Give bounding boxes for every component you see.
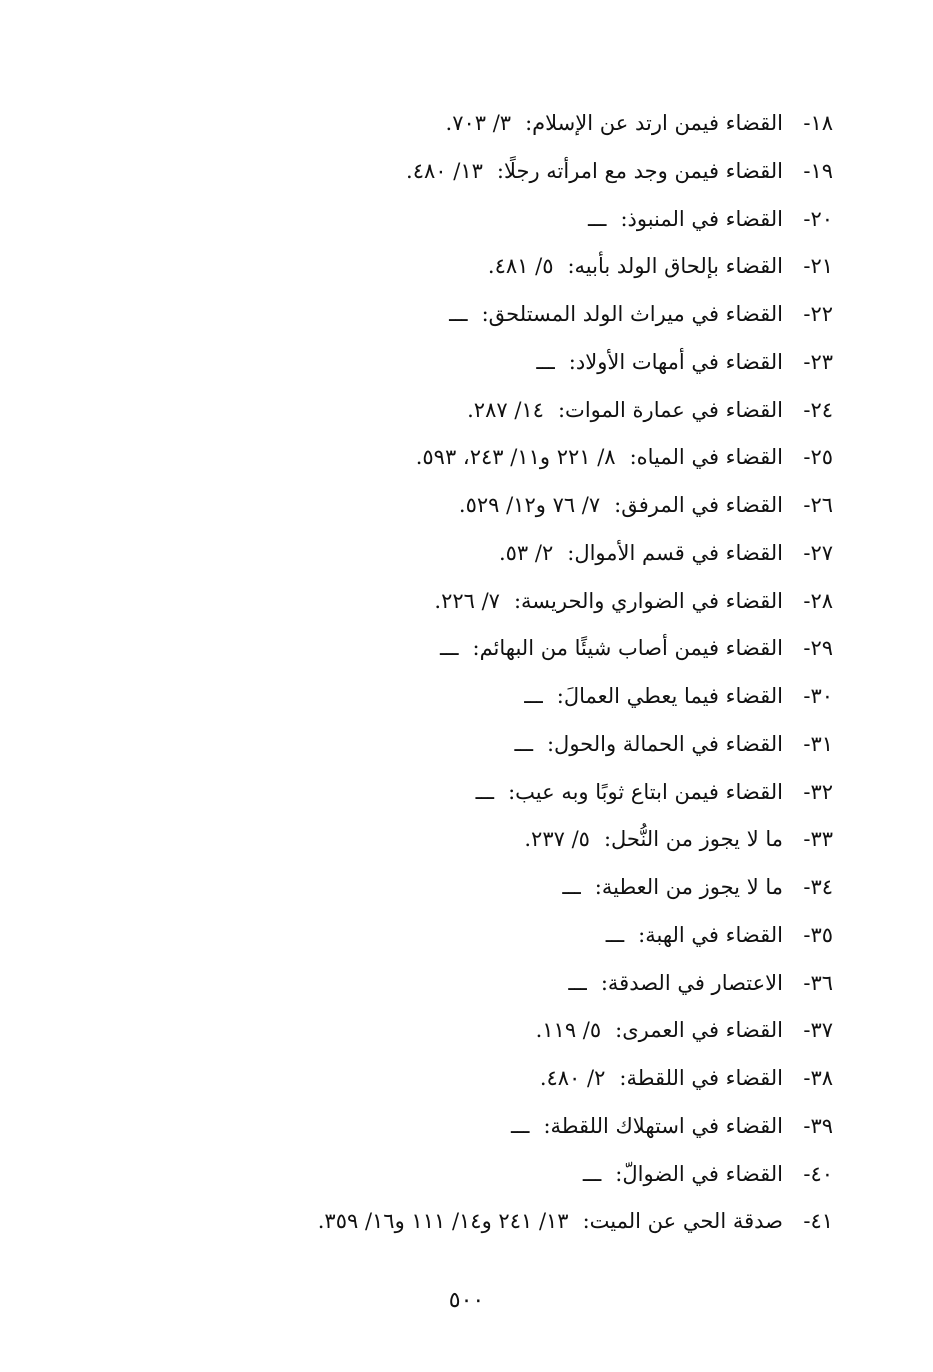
list-item: [53, 673, 833, 721]
entry-title: ما لا يجوز من العطية:: [594, 875, 783, 899]
entry-reference: ٧/ ٢٢٦.: [434, 588, 500, 613]
entry-reference: ـــ: [536, 349, 555, 374]
entry-reference: ـــ: [582, 1161, 602, 1186]
entry-number: ٢٨-: [803, 588, 833, 613]
entry-title: القضاء فيمن ارتد عن الإسلام:: [525, 111, 783, 135]
entry-reference: ـــ: [605, 922, 625, 947]
entry-number: ٢١-: [803, 254, 833, 279]
page-number: ٥٠٠: [448, 1288, 485, 1313]
entry-number: ٣٠-: [803, 684, 833, 708]
list-item: [53, 387, 833, 435]
entry-reference: ٢/ ٤٨٠.: [539, 1066, 606, 1090]
entry-number: ٢٢-: [803, 302, 833, 326]
list-item: [53, 1055, 833, 1103]
list-item: [53, 912, 833, 960]
entry-reference: ٥/ ٤٨١.: [487, 254, 554, 279]
entry-number: ٤٠-: [803, 1161, 833, 1186]
list-item: [53, 100, 833, 148]
entry-reference: ٧/ ٧٦ و١٢/ ٥٢٩.: [458, 493, 601, 517]
list-item: [53, 1007, 833, 1055]
entry-title: القضاء في استهلاك اللقطة:: [543, 1113, 783, 1138]
entry-title: القضاء في المرفق:: [614, 493, 783, 517]
list-item: [53, 530, 833, 578]
entry-reference: ـــ: [587, 206, 607, 231]
entry-title: القضاء في المنبوذ:: [620, 206, 783, 231]
entry-reference: ـــ: [514, 731, 533, 756]
list-item: [53, 196, 833, 244]
entry-title: القضاء في ميراث الولد المستلحق:: [481, 302, 783, 326]
list-item: [53, 1198, 833, 1246]
list-item: [53, 482, 833, 530]
entry-title: القضاء في عمارة الموات:: [557, 397, 783, 422]
entry-number: ٣٤-: [803, 875, 833, 899]
list-item: [53, 960, 833, 1008]
entry-reference: ـــ: [440, 636, 459, 661]
entry-reference: ١٣/ ٤٨٠.: [406, 158, 483, 183]
entry-number: ٤١-: [803, 1209, 833, 1234]
entry-number: ٢٦-: [803, 493, 833, 517]
entry-reference: ـــ: [449, 302, 468, 326]
list-item: [53, 434, 833, 482]
list-item: [53, 148, 833, 196]
list-item: [53, 721, 833, 769]
entry-title: القضاء في العمرى:: [615, 1018, 783, 1043]
entry-number: ٢٤-: [803, 397, 833, 422]
entry-title: القضاء في اللقطة:: [619, 1066, 783, 1090]
entry-reference: ٨/ ٢٢١ و١١/ ٢٤٣، ٥٩٣.: [415, 445, 616, 470]
entry-reference: ـــ: [568, 970, 587, 995]
entry-number: ٣٣-: [803, 827, 833, 852]
list-item: [53, 243, 833, 291]
entries-list: [53, 100, 833, 1246]
entry-number: ٣١-: [803, 731, 833, 756]
entry-number: ٣٥-: [803, 922, 833, 947]
list-item: [53, 625, 833, 673]
entry-number: ١٩-: [803, 158, 833, 183]
entry-reference: ٥/ ١١٩.: [535, 1018, 602, 1043]
list-item: [53, 578, 833, 626]
entry-reference: ـــ: [562, 875, 581, 899]
entry-number: ٢٥-: [803, 445, 833, 470]
entry-reference: ـــ: [524, 684, 543, 708]
entry-number: ٢٠-: [803, 206, 833, 231]
entry-title: صدقة الحي عن الميت:: [582, 1209, 783, 1234]
entry-reference: ـــ: [510, 1113, 530, 1138]
entry-number: ٢٣-: [803, 349, 833, 374]
list-item: [53, 339, 833, 387]
entry-title: القضاء فيمن أصاب شيئًا من البهائم:: [472, 636, 783, 661]
entry-title: القضاء فيمن ابتاع ثوبًا وبه عيب:: [508, 779, 783, 804]
entry-number: ٣٩-: [803, 1113, 833, 1138]
entry-title: القضاء في الضواري والحريسة:: [513, 588, 783, 613]
entry-title: القضاء في المياه:: [629, 445, 783, 470]
list-item: [53, 1103, 833, 1151]
entry-title: الاعتصار في الصدقة:: [600, 970, 783, 995]
entry-title: القضاء بإلحاق الولد بأبيه:: [567, 254, 783, 279]
entry-number: ٣٧-: [803, 1018, 833, 1043]
entry-number: ٣٦-: [803, 970, 833, 995]
entry-title: القضاء في قسم الأموال:: [567, 540, 783, 565]
list-item: [53, 864, 833, 912]
entry-reference: ٥/ ٢٣٧.: [524, 827, 590, 852]
entry-title: القضاء في الهبة:: [638, 922, 783, 947]
entry-reference: ٢/ ٥٣.: [498, 540, 554, 565]
entry-title: ما لا يجوز من النُّحل:: [603, 827, 783, 852]
entry-title: القضاء فيمن وجد مع امرأته رجلًا:: [496, 158, 783, 183]
entry-number: ٢٧-: [803, 540, 833, 565]
entry-reference: ٣/ ٧٠٣.: [445, 111, 512, 135]
entry-reference: ١٤/ ٢٨٧.: [467, 397, 544, 422]
entry-title: القضاء في أمهات الأولاد:: [568, 349, 783, 374]
entry-reference: ـــ: [475, 779, 495, 804]
list-item: [53, 1151, 833, 1199]
entry-number: ٢٩-: [803, 636, 833, 661]
list-item: [53, 291, 833, 339]
entry-reference: ١٣/ ٢٤١ و١٤/ ١١١ و١٦/ ٣٥٩.: [317, 1209, 569, 1234]
entry-number: ١٨-: [803, 111, 833, 135]
entry-title: القضاء فيما يعطي العمالَ:: [556, 684, 783, 708]
entry-title: القضاء في الضوالّ:: [615, 1161, 783, 1186]
list-item: [53, 816, 833, 864]
list-item: [53, 769, 833, 817]
entry-number: ٣٨-: [803, 1066, 833, 1090]
entry-number: ٣٢-: [803, 779, 833, 804]
entry-title: القضاء في الحمالة والحول:: [546, 731, 783, 756]
